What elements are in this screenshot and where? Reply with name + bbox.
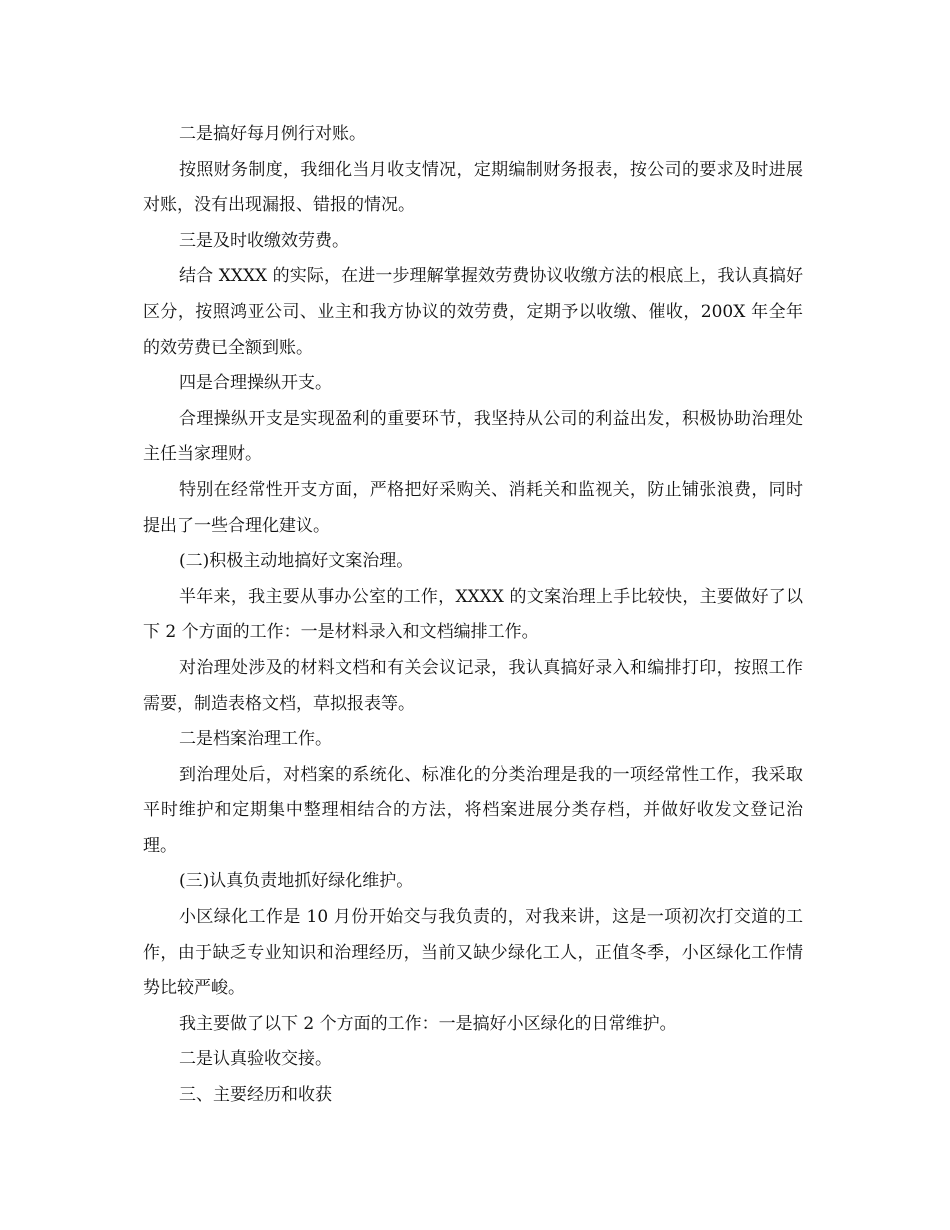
paragraph-15: 我主要做了以下 2 个方面的工作：一是搞好小区绿化的日常维护。 [179, 1013, 677, 1034]
paragraph-3: 三是及时收缴效劳费。 [179, 230, 349, 251]
paragraph-14: 小区绿化工作是 10 月份开始交与我负责的，对我来讲，这是一项初次打交道的工作，由于缺乏专业知识和治理经历，当前又缺少绿化工人，正值冬季，小区绿化工作情势比较严峻。 [143, 907, 803, 999]
paragraph-11: 二是档案治理工作。 [179, 729, 332, 750]
document-body [143, 117, 803, 1114]
paragraph-5: 四是合理操纵开支。 [179, 373, 332, 394]
paragraph-9: 半年来，我主要从事办公室的工作，XXXX 的文案治理上手比较快，主要做好了以下 2 个方面的工作：一是材料录入和文档编排工作。 [143, 586, 803, 643]
paragraph-7: 特别在经常性开支方面，严格把好采购关、消耗关和监视关，防止铺张浪费，同时提出了一些合理化建议。 [143, 479, 803, 536]
paragraph-8: (二)积极主动地搞好文案治理。 [179, 551, 414, 572]
paragraph-1: 二是搞好每月例行对账。 [179, 124, 366, 144]
paragraph-12: 到治理处后，对档案的系统化、标准化的分类治理是我的一项经常性工作，我采取平时维护和定期集中整理相结合的方法，将档案进展分类存档，并做好收发文登记治理。 [143, 764, 803, 856]
paragraph-13: (三)认真负责地抓好绿化维护。 [179, 871, 414, 892]
paragraph-10: 对治理处涉及的材料文档和有关会议记录，我认真搞好录入和编排打印，按照工作需要，制造表格文档，草拟报表等。 [143, 657, 803, 714]
paragraph-6: 合理操纵开支是实现盈利的重要环节，我坚持从公司的利益出发，积极协助治理处主任当家理财。 [143, 408, 803, 465]
paragraph-2: 按照财务制度，我细化当月收支情况，定期编制财务报表，按公司的要求及时进展对账，没有出现漏报、错报的情况。 [143, 159, 803, 216]
paragraph-17: 三、主要经历和收获 [179, 1085, 332, 1106]
paragraph-16: 二是认真验收交接。 [179, 1049, 332, 1070]
paragraph-4: 结合 XXXX 的实际，在进一步理解掌握效劳费协议收缴方法的根底上，我认真搞好区分，按照鸿亚公司、业主和我方协议的效劳费，定期予以收缴、催收，200X 年全年的效劳费已全额到账。 [143, 266, 803, 358]
